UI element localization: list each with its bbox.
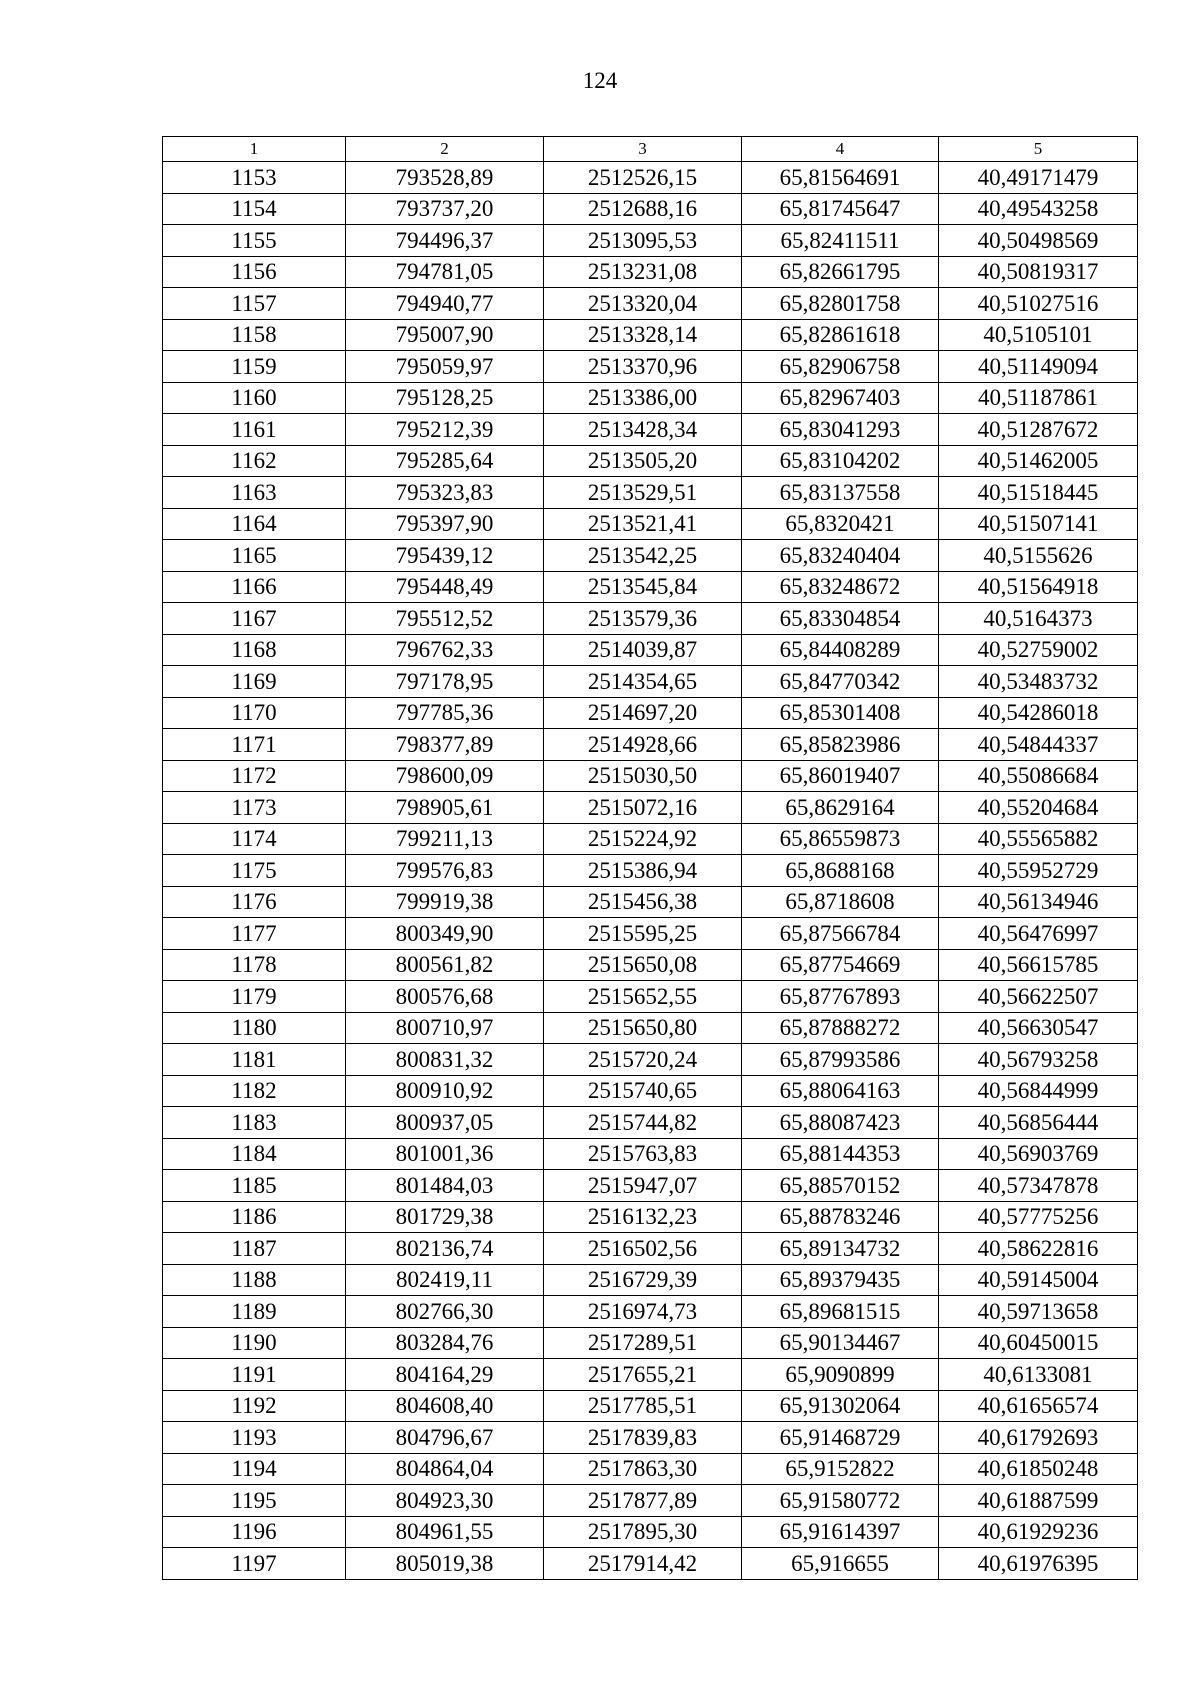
table-cell: 2514697,20 — [544, 697, 742, 729]
table-cell: 2517863,30 — [544, 1453, 742, 1485]
table-cell: 795397,90 — [346, 508, 544, 540]
table-row — [163, 162, 1138, 194]
table-cell: 40,50498569 — [939, 225, 1138, 257]
table-row — [163, 1044, 1138, 1076]
table-row — [163, 603, 1138, 635]
table-cell: 2513231,08 — [544, 256, 742, 288]
table-cell: 796762,33 — [346, 634, 544, 666]
table-cell: 801484,03 — [346, 1170, 544, 1202]
table-cell: 2515740,65 — [544, 1075, 742, 1107]
table-cell: 65,84408289 — [742, 634, 939, 666]
table-cell: 1166 — [163, 571, 346, 603]
table-cell: 65,88570152 — [742, 1170, 939, 1202]
table-row — [163, 1012, 1138, 1044]
table-cell: 40,56856444 — [939, 1107, 1138, 1139]
table-cell: 2512526,15 — [544, 162, 742, 194]
table-cell: 2512688,16 — [544, 193, 742, 225]
table-cell: 1173 — [163, 792, 346, 824]
table-cell: 1170 — [163, 697, 346, 729]
table-cell: 795128,25 — [346, 382, 544, 414]
table-cell: 1187 — [163, 1233, 346, 1265]
table-cell: 65,916655 — [742, 1548, 939, 1580]
table-cell: 65,82661795 — [742, 256, 939, 288]
table-row — [163, 697, 1138, 729]
table-cell: 1155 — [163, 225, 346, 257]
table-row — [163, 1453, 1138, 1485]
table-cell: 2515744,82 — [544, 1107, 742, 1139]
table-header — [163, 137, 1138, 162]
table-cell: 40,60450015 — [939, 1327, 1138, 1359]
table-cell: 1168 — [163, 634, 346, 666]
table-cell: 795007,90 — [346, 319, 544, 351]
table-cell: 1161 — [163, 414, 346, 446]
table-row — [163, 1359, 1138, 1391]
table-cell: 65,83137558 — [742, 477, 939, 509]
table-row — [163, 855, 1138, 887]
table-cell: 65,82967403 — [742, 382, 939, 414]
table-row — [163, 225, 1138, 257]
table-cell: 1196 — [163, 1516, 346, 1548]
table-cell: 1184 — [163, 1138, 346, 1170]
table-cell: 40,5105101 — [939, 319, 1138, 351]
table-cell: 65,87993586 — [742, 1044, 939, 1076]
table-cell: 40,61929236 — [939, 1516, 1138, 1548]
table-cell: 40,55952729 — [939, 855, 1138, 887]
table-cell: 2515947,07 — [544, 1170, 742, 1202]
table-cell: 2515650,08 — [544, 949, 742, 981]
table-cell: 40,56476997 — [939, 918, 1138, 950]
table-cell: 2514039,87 — [544, 634, 742, 666]
table-cell: 40,51149094 — [939, 351, 1138, 383]
table-row — [163, 1233, 1138, 1265]
table-cell: 2516502,56 — [544, 1233, 742, 1265]
table-cell: 795285,64 — [346, 445, 544, 477]
table-cell: 802136,74 — [346, 1233, 544, 1265]
table-cell: 2513328,14 — [544, 319, 742, 351]
table-cell: 40,61792693 — [939, 1422, 1138, 1454]
table-cell: 65,82906758 — [742, 351, 939, 383]
table-cell: 40,51287672 — [939, 414, 1138, 446]
table-cell: 1156 — [163, 256, 346, 288]
table-cell: 40,51518445 — [939, 477, 1138, 509]
table-cell: 801729,38 — [346, 1201, 544, 1233]
table-cell: 65,88144353 — [742, 1138, 939, 1170]
table-cell: 40,49543258 — [939, 193, 1138, 225]
table-cell: 65,86019407 — [742, 760, 939, 792]
table-cell: 798377,89 — [346, 729, 544, 761]
table-cell: 1195 — [163, 1485, 346, 1517]
table-cell: 2516974,73 — [544, 1296, 742, 1328]
table-cell: 805019,38 — [346, 1548, 544, 1580]
table-cell: 2517839,83 — [544, 1422, 742, 1454]
table-cell: 1177 — [163, 918, 346, 950]
table-cell: 799919,38 — [346, 886, 544, 918]
table-cell: 2516729,39 — [544, 1264, 742, 1296]
table-cell: 65,89681515 — [742, 1296, 939, 1328]
table-row — [163, 981, 1138, 1013]
table-cell: 804164,29 — [346, 1359, 544, 1391]
table-cell: 2515224,92 — [544, 823, 742, 855]
table-cell: 65,81745647 — [742, 193, 939, 225]
table-cell: 1175 — [163, 855, 346, 887]
table-cell: 65,85301408 — [742, 697, 939, 729]
table-cell: 40,56903769 — [939, 1138, 1138, 1170]
table-row — [163, 1075, 1138, 1107]
table-cell: 40,55565882 — [939, 823, 1138, 855]
table-row — [163, 1327, 1138, 1359]
column-header: 4 — [742, 137, 939, 162]
coordinates-table — [162, 136, 1138, 1580]
table-cell: 1176 — [163, 886, 346, 918]
table-cell: 1189 — [163, 1296, 346, 1328]
table-cell: 799576,83 — [346, 855, 544, 887]
table-cell: 1192 — [163, 1390, 346, 1422]
table-cell: 40,52759002 — [939, 634, 1138, 666]
table-row — [163, 382, 1138, 414]
table-cell: 40,58622816 — [939, 1233, 1138, 1265]
table-cell: 40,55086684 — [939, 760, 1138, 792]
table-row — [163, 1201, 1138, 1233]
table-cell: 802419,11 — [346, 1264, 544, 1296]
table-cell: 795439,12 — [346, 540, 544, 572]
table-cell: 1159 — [163, 351, 346, 383]
table-cell: 793528,89 — [346, 162, 544, 194]
table-row — [163, 1548, 1138, 1580]
table-cell: 2513505,20 — [544, 445, 742, 477]
table-row — [163, 1422, 1138, 1454]
table-cell: 1194 — [163, 1453, 346, 1485]
table-cell: 40,54286018 — [939, 697, 1138, 729]
table-cell: 40,5155626 — [939, 540, 1138, 572]
column-header: 1 — [163, 137, 346, 162]
table-cell: 1172 — [163, 760, 346, 792]
table-cell: 1153 — [163, 162, 346, 194]
table-cell: 800831,32 — [346, 1044, 544, 1076]
table-cell: 40,61850248 — [939, 1453, 1138, 1485]
table-row — [163, 1170, 1138, 1202]
table-cell: 65,91614397 — [742, 1516, 939, 1548]
table-row — [163, 477, 1138, 509]
table-cell: 65,82801758 — [742, 288, 939, 320]
table-cell: 1157 — [163, 288, 346, 320]
table-cell: 1182 — [163, 1075, 346, 1107]
table-cell: 2513579,36 — [544, 603, 742, 635]
table-cell: 1179 — [163, 981, 346, 1013]
table-row — [163, 1485, 1138, 1517]
table-cell: 65,83240404 — [742, 540, 939, 572]
table-cell: 65,83041293 — [742, 414, 939, 446]
table-cell: 1186 — [163, 1201, 346, 1233]
table-cell: 795059,97 — [346, 351, 544, 383]
table-row — [163, 414, 1138, 446]
header-row — [163, 137, 1138, 162]
table-body — [163, 162, 1138, 1580]
table-cell: 793737,20 — [346, 193, 544, 225]
table-row — [163, 1107, 1138, 1139]
table-row — [163, 918, 1138, 950]
table-row — [163, 1264, 1138, 1296]
table-cell: 1190 — [163, 1327, 346, 1359]
table-cell: 40,56622507 — [939, 981, 1138, 1013]
table-cell: 1160 — [163, 382, 346, 414]
table-cell: 40,51564918 — [939, 571, 1138, 603]
table-cell: 2514354,65 — [544, 666, 742, 698]
table-cell: 65,89379435 — [742, 1264, 939, 1296]
table-cell: 65,83248672 — [742, 571, 939, 603]
table-cell: 65,82411511 — [742, 225, 939, 257]
table-cell: 65,88064163 — [742, 1075, 939, 1107]
table-cell: 802766,30 — [346, 1296, 544, 1328]
table-cell: 2513521,41 — [544, 508, 742, 540]
table-cell: 65,87767893 — [742, 981, 939, 1013]
table-cell: 1193 — [163, 1422, 346, 1454]
table-cell: 2515652,55 — [544, 981, 742, 1013]
table-cell: 1169 — [163, 666, 346, 698]
table-cell: 1158 — [163, 319, 346, 351]
table-cell: 2517914,42 — [544, 1548, 742, 1580]
table-cell: 65,91580772 — [742, 1485, 939, 1517]
table-cell: 40,5164373 — [939, 603, 1138, 635]
table-cell: 2515763,83 — [544, 1138, 742, 1170]
table-cell: 800710,97 — [346, 1012, 544, 1044]
table-cell: 2513428,34 — [544, 414, 742, 446]
table-cell: 794496,37 — [346, 225, 544, 257]
column-header: 5 — [939, 137, 1138, 162]
table-cell: 1164 — [163, 508, 346, 540]
table-row — [163, 634, 1138, 666]
table-cell: 40,56793258 — [939, 1044, 1138, 1076]
table-cell: 798905,61 — [346, 792, 544, 824]
table-cell: 65,89134732 — [742, 1233, 939, 1265]
table-cell: 2517655,21 — [544, 1359, 742, 1391]
table-cell: 800576,68 — [346, 981, 544, 1013]
table-cell: 804796,67 — [346, 1422, 544, 1454]
table-row — [163, 193, 1138, 225]
table-row — [163, 792, 1138, 824]
table-cell: 65,87888272 — [742, 1012, 939, 1044]
table-cell: 65,82861618 — [742, 319, 939, 351]
table-cell: 797178,95 — [346, 666, 544, 698]
table-row — [163, 508, 1138, 540]
table-cell: 1167 — [163, 603, 346, 635]
table-cell: 800910,92 — [346, 1075, 544, 1107]
table-cell: 40,56630547 — [939, 1012, 1138, 1044]
table-cell: 2517877,89 — [544, 1485, 742, 1517]
table-cell: 65,85823986 — [742, 729, 939, 761]
table-cell: 40,53483732 — [939, 666, 1138, 698]
table-cell: 2513095,53 — [544, 225, 742, 257]
table-cell: 795212,39 — [346, 414, 544, 446]
page-number: 124 — [582, 68, 618, 93]
table-cell: 40,61976395 — [939, 1548, 1138, 1580]
table-cell: 2515386,94 — [544, 855, 742, 887]
table-cell: 40,51462005 — [939, 445, 1138, 477]
table-cell: 1163 — [163, 477, 346, 509]
table-cell: 1178 — [163, 949, 346, 981]
table-cell: 65,8718608 — [742, 886, 939, 918]
table-cell: 65,81564691 — [742, 162, 939, 194]
table-cell: 800561,82 — [346, 949, 544, 981]
table-cell: 2513545,84 — [544, 571, 742, 603]
table-cell: 40,49171479 — [939, 162, 1138, 194]
table-cell: 794940,77 — [346, 288, 544, 320]
table-cell: 40,57775256 — [939, 1201, 1138, 1233]
table-cell: 1171 — [163, 729, 346, 761]
table-cell: 1183 — [163, 1107, 346, 1139]
table-row — [163, 1138, 1138, 1170]
table-row — [163, 666, 1138, 698]
table-cell: 1162 — [163, 445, 346, 477]
table-cell: 1154 — [163, 193, 346, 225]
table-cell: 1185 — [163, 1170, 346, 1202]
table-cell: 2515595,25 — [544, 918, 742, 950]
table-cell: 2515072,16 — [544, 792, 742, 824]
table-row — [163, 1296, 1138, 1328]
table-cell: 804608,40 — [346, 1390, 544, 1422]
table-cell: 2513529,51 — [544, 477, 742, 509]
table-cell: 40,56844999 — [939, 1075, 1138, 1107]
table-cell: 2515650,80 — [544, 1012, 742, 1044]
table-cell: 65,84770342 — [742, 666, 939, 698]
table-cell: 40,51027516 — [939, 288, 1138, 320]
table-cell: 40,59713658 — [939, 1296, 1138, 1328]
table-cell: 65,9090899 — [742, 1359, 939, 1391]
table-cell: 40,54844337 — [939, 729, 1138, 761]
table-cell: 801001,36 — [346, 1138, 544, 1170]
table-cell: 40,56134946 — [939, 886, 1138, 918]
table-row — [163, 760, 1138, 792]
column-header: 3 — [544, 137, 742, 162]
table-cell: 65,83304854 — [742, 603, 939, 635]
table-cell: 2517785,51 — [544, 1390, 742, 1422]
table-cell: 65,91302064 — [742, 1390, 939, 1422]
table-cell: 1181 — [163, 1044, 346, 1076]
table-cell: 1197 — [163, 1548, 346, 1580]
table-cell: 795448,49 — [346, 571, 544, 603]
table-cell: 40,59145004 — [939, 1264, 1138, 1296]
column-header: 2 — [346, 137, 544, 162]
table-row — [163, 288, 1138, 320]
table-cell: 800349,90 — [346, 918, 544, 950]
table-cell: 65,8320421 — [742, 508, 939, 540]
table-cell: 2513320,04 — [544, 288, 742, 320]
table-cell: 40,61887599 — [939, 1485, 1138, 1517]
table-row — [163, 1516, 1138, 1548]
table-cell: 2515456,38 — [544, 886, 742, 918]
table-cell: 2517895,30 — [544, 1516, 742, 1548]
table-cell: 800937,05 — [346, 1107, 544, 1139]
table-row — [163, 256, 1138, 288]
table-row — [163, 886, 1138, 918]
table-row — [163, 571, 1138, 603]
table-row — [163, 823, 1138, 855]
table-cell: 40,50819317 — [939, 256, 1138, 288]
table-cell: 798600,09 — [346, 760, 544, 792]
table-cell: 40,55204684 — [939, 792, 1138, 824]
table-cell: 65,88087423 — [742, 1107, 939, 1139]
table-cell: 795512,52 — [346, 603, 544, 635]
table-cell: 799211,13 — [346, 823, 544, 855]
table-cell: 65,83104202 — [742, 445, 939, 477]
table-cell: 803284,76 — [346, 1327, 544, 1359]
table-cell: 794781,05 — [346, 256, 544, 288]
table-cell: 2514928,66 — [544, 729, 742, 761]
table-cell: 2517289,51 — [544, 1327, 742, 1359]
table-cell: 65,8629164 — [742, 792, 939, 824]
table-row — [163, 319, 1138, 351]
table-cell: 65,88783246 — [742, 1201, 939, 1233]
table-cell: 2513542,25 — [544, 540, 742, 572]
table-cell: 2516132,23 — [544, 1201, 742, 1233]
table-cell: 65,9152822 — [742, 1453, 939, 1485]
table-cell: 40,56615785 — [939, 949, 1138, 981]
table-cell: 1191 — [163, 1359, 346, 1391]
table-cell: 2515030,50 — [544, 760, 742, 792]
table-cell: 797785,36 — [346, 697, 544, 729]
table-cell: 2513386,00 — [544, 382, 742, 414]
table-cell: 40,57347878 — [939, 1170, 1138, 1202]
table-row — [163, 1390, 1138, 1422]
table-cell: 40,6133081 — [939, 1359, 1138, 1391]
table-row — [163, 351, 1138, 383]
table-cell: 65,90134467 — [742, 1327, 939, 1359]
table-row — [163, 540, 1138, 572]
table-cell: 804923,30 — [346, 1485, 544, 1517]
table-cell: 804961,55 — [346, 1516, 544, 1548]
table-cell: 795323,83 — [346, 477, 544, 509]
table-cell: 65,86559873 — [742, 823, 939, 855]
table-cell: 1180 — [163, 1012, 346, 1044]
table-row — [163, 729, 1138, 761]
table-cell: 40,51187861 — [939, 382, 1138, 414]
table-cell: 1165 — [163, 540, 346, 572]
table-row — [163, 949, 1138, 981]
table-cell: 2515720,24 — [544, 1044, 742, 1076]
table-cell: 65,87754669 — [742, 949, 939, 981]
table-cell: 40,61656574 — [939, 1390, 1138, 1422]
table-cell: 40,51507141 — [939, 508, 1138, 540]
table-cell: 65,87566784 — [742, 918, 939, 950]
table-cell: 1174 — [163, 823, 346, 855]
table-cell: 65,91468729 — [742, 1422, 939, 1454]
table-cell: 2513370,96 — [544, 351, 742, 383]
table-cell: 65,8688168 — [742, 855, 939, 887]
table-cell: 1188 — [163, 1264, 346, 1296]
table-row — [163, 445, 1138, 477]
table-cell: 804864,04 — [346, 1453, 544, 1485]
